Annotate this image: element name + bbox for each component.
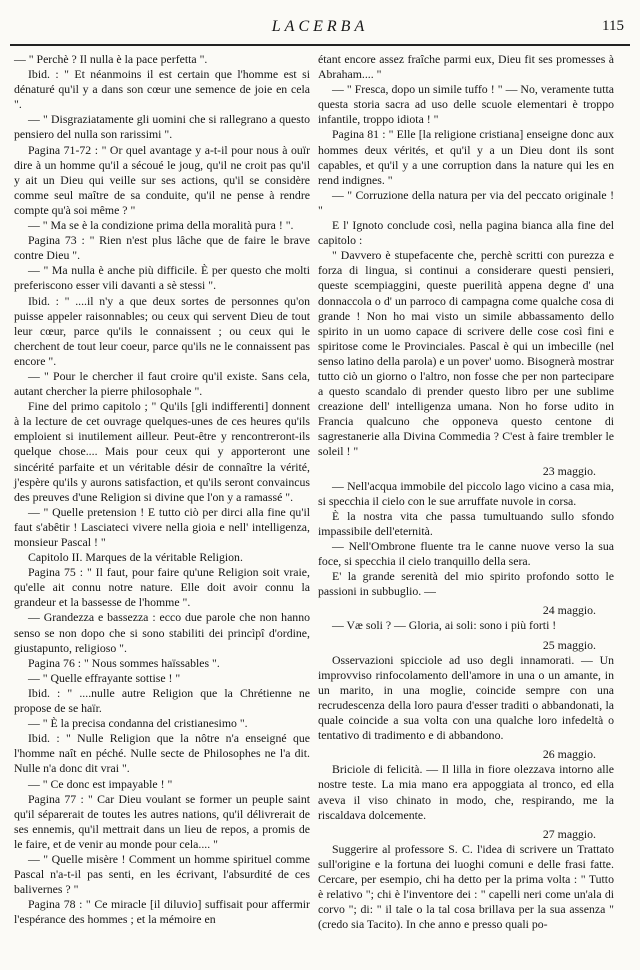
paragraph: — Nell'acqua immobile del piccolo lago vicino a casa mia, si specchia il cielo con le sue arruffate nuvole in corsa. (318, 478, 614, 508)
paragraph: Ibid. : " ....il n'y a que deux sortes de personnes qu'on puisse appeler raisonnables; ou ceux qui servent Dieu de tout leur cœur, parce qu'ils le connaissent ; ou ceux qui le cherchent de tout leur coeur, parce qu'ils ne le connaissent pas encore ". (14, 293, 310, 368)
header-rule (10, 44, 630, 46)
paragraph: — " È la precisa condanna del cristianesimo ". (28, 716, 248, 731)
paragraph: — " Quelle misère ! Comment un homme spirituel comme Pascal n'a-t-il pas senti, en les écrivant, l'absurdité de ces balivernes ? " (14, 851, 310, 897)
paragraph: Ibid. : " Et néanmoins il est certain que l'homme est si dénaturé qu'il y a dans son cœur une semence de joie en cela ". (14, 67, 310, 112)
paragraph: — Nell'Ombrone fluente tra le canne nuove verso la sua foce, si specchia il cielo tranquillo della sera. (318, 539, 614, 569)
diary-date: 23 maggio. (542, 463, 596, 478)
paragraph: Pagina 73 : " Rien n'est plus lâche que de faire le brave contre Dieu ". (14, 233, 310, 263)
paragraph: E l' Ignoto conclude così, nella pagina bianca alla fine del capitolo : (318, 218, 614, 248)
paragraph: — " Ma nulla è anche più difficile. È per questo che molti preferiscono esser vili davanti a sè stessi ". (14, 263, 310, 293)
paragraph: — " Disgraziatamente gli uomini che si rallegrano a questo pensiero del nulla son rarissimi ". (14, 112, 310, 142)
paragraph: Briciole di felicità. — Il lilla in fiore olezzava intorno alle nostre teste. La mia mano era appoggiata al tronco, ed ella aveva il viso chinato in modo, che, respirando, me la riscaldava dolcemente. (318, 762, 614, 822)
right-column (318, 52, 614, 932)
paragraph: — " Quelle pretension ! E tutto ciò per dirci alla fine qu'il faut s'abêtir ! Lasciateci vivere nella gioia e nell' intelligenza, monsieur Pascal ! " (14, 504, 310, 549)
paragraph: È la nostra vita che passa tumultuando sullo sfondo impassibile dell'eternità. (318, 508, 614, 538)
paragraph: Ibid. : " Nulle Religion que la nôtre n'a enseigné que l'homme naît en péché. Nulle secte de Philosophes ne l'a dit. Nulle n'a donc dit vrai ". (14, 731, 310, 776)
page-number: 115 (602, 18, 624, 34)
paragraph: Pagina 81 : " Elle [la religione cristiana] enseigne donc aux hommes deux vérités, et qu'il y a un Dieu dont ils sont capables, et qu'il y a une corruption dans la nature qui les en rend indignes. " (318, 127, 614, 187)
diary-date: 24 maggio. (542, 603, 596, 618)
diary-date: 26 maggio. (542, 747, 596, 762)
paragraph: Pagina 75 : " Il faut, pour faire qu'une Religion soit vraie, qu'elle ait connu notre nature. Elle doit avoir connu la grandeur et la bassesse de l'homme ". (14, 565, 310, 610)
paragraph: Ibid. : " ....nulle autre Religion que la Chrétienne ne propose de se haïr. (14, 685, 310, 716)
paragraph: — " Perchè ? Il nulla è la pace perfetta ". (14, 52, 208, 66)
journal-title: LACERBA (271, 18, 369, 35)
paragraph: E' la grande serenità del mio spirito profondo sotto le passioni in subbuglio. — (318, 569, 614, 599)
paragraph: — " Quelle effrayante sottise ! " (28, 670, 181, 685)
paragraph: Suggerire al professore S. C. l'idea di scrivere un Trattato sull'origine e la fortuna dei luoghi comuni e delle frasi fatte. Cercare, per esempio, chi ha detto per la prima volta : " Tutto è relativo "; chi è l'inventore dei : " capelli neri come un'ala di corvo "; di: " il tale o la tal cosa brillava per la sua assenza " (credo sia Tacito). In che anno e presso quali po- (318, 841, 614, 932)
paragraph: — " Pour le chercher il faut croire qu'il existe. Sans cela, autant chercher la pierre philosophale ". (14, 368, 310, 399)
paragraph: " Davvero è stupefacente che, perchè scritti con purezza e forza di lingua, si continui a considerare questi pensieri, queste scempiaggini, queste puerilità appena degne d' una donnaccola o d' un parroco di campagna come qualche cosa di grande ! Non ho mai visto un simile abbassamento dello spirito in un uomo capace di scrivere delle cose così fini e spiritose come le Provinciales. Pascal è qui un imbecille (nel senso latino della parola) e un pover' uomo. Bisognerà mostrar tutto ciò un giorno o l'altro, non fosse che per non partecipare a questo scandalo di prender questo libro per une sublime creazione dell' intelligenza umana. Non ho forse udito in Francia qualcuno che opponeva questo centone di sagrestanerie alla Divina Commedia ? C'est à faire trembler le soleil ! " (318, 248, 614, 459)
paragraph: Pagina 71-72 : " Or quel avantage y a-t-il pour nous à ouïr dire à un homme qu'il a sécoué le joug, qu'il ne croit pas qu'il y ait un Dieu qui veille sur ses actions, qu'il se considère comme seul maître de sa conduite, qu'il ne pense à rendre compte qu'à soi même ? " (14, 142, 310, 217)
chapter-heading: Capitolo II. Marques de la véritable Religion. (28, 550, 243, 565)
left-column (14, 52, 310, 927)
paragraph: — " Fresca, dopo un simile tuffo ! " — No, veramente tutta questa storia sacra ad uso delle scuole elementari è troppo infantile, troppo idiota ! " (318, 82, 614, 127)
diary-date: 27 maggio. (542, 826, 596, 841)
paragraph: Fine del primo capitolo ; " Qu'ils [gli indifferenti] donnent à la lecture de cet ouvrage quelques-unes de ces heures qu'ils emploient si inutilement ailleur. Peut-être y rencontreront-ils quelque chose.... Mais pour ceux qui y apporteront une sincérité parfaite et un véritable désir de connaître la vérité, j'espère qu'ils y aurons satisfaction, et qu'ils seront convaincus des preuves d'une Religion si divine que l'on y a ramassé ". (14, 399, 310, 504)
diary-date: 25 maggio. (542, 637, 596, 652)
paragraph: Pagina 77 : " Car Dieu voulant se former un peuple saint qu'il séparerait de toutes les autres nations, qu'il délivrerait de ses ennemis, qu'il mettrait dans un lieu de repos, a promis de le faire, et de venir au monde pour cela.... " (14, 791, 310, 851)
paragraph: Osservazioni spicciole ad uso degli innamorati. — Un improvviso rinfocolamento dell'amore in una o un amante, in un marito, in una moglie, coincide sempre con una recrudescenza della loro paura d'esser traditi o abbandonati, la quale coincide a sua volta con una qualche loro infedeltà o tentativo di tradimento e di abbandono. (318, 652, 614, 743)
paragraph: — " Corruzione della natura per via del peccato originale ! " (318, 187, 614, 217)
paragraph: — " Ma se è la condizione prima della moralità pura ! ". (28, 218, 294, 233)
page-header (10, 18, 630, 44)
paragraph: étant encore assez fraîche parmi eux, Dieu fit ses promesses à Abraham.... " (318, 52, 614, 82)
paragraph: — " Ce donc est impayable ! " (28, 776, 173, 791)
paragraph: Pagina 76 : " Nous sommes haïssables ". (28, 655, 220, 670)
paragraph: — Væ soli ? — Gloria, ai soli: sono i più forti ! (332, 618, 557, 633)
paragraph: Pagina 78 : " Ce miracle [il diluvio] suffisait pour affermir l'espérance des hommes ; et la mémoire en (14, 897, 310, 927)
paragraph: — Grandezza e bassezza : ecco due parole che non hanno senso se non dopo che si sono stabiliti dei princìpî d'ordine, giustapunto, religioso ". (14, 610, 310, 655)
